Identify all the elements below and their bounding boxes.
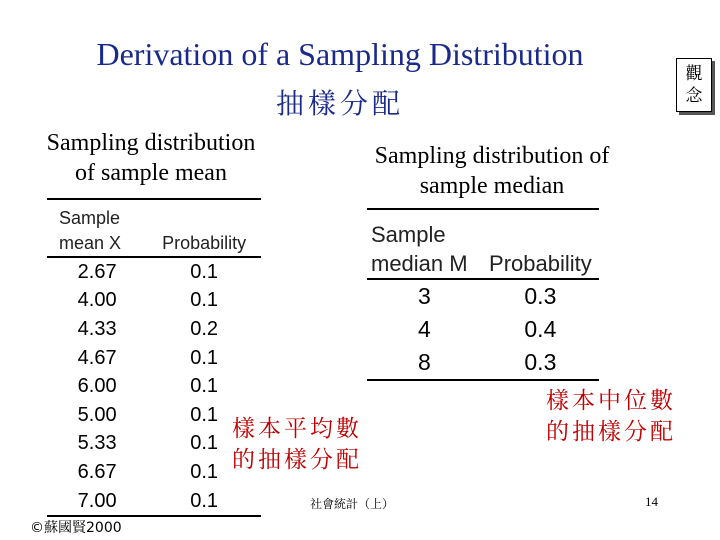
mean-value-cell: 7.00 xyxy=(77,489,117,512)
copyright-notice: ©蘇國賢2000 xyxy=(30,520,122,536)
mean-value-cell: 5.33 xyxy=(77,432,117,455)
mean-value-cell: 4.67 xyxy=(77,346,117,369)
probability-cell: 0.1 xyxy=(190,460,219,483)
table-row xyxy=(367,279,599,313)
sample-mean-table xyxy=(47,198,261,517)
note-line: 的抽樣分配 xyxy=(232,447,362,473)
concept-badge-char-1: 觀 xyxy=(685,64,703,84)
table-row xyxy=(367,346,599,380)
mean-distribution-note xyxy=(232,414,362,476)
sample-median-table xyxy=(367,208,599,381)
left-heading-line-1: Sampling distribution xyxy=(46,130,256,156)
left-table-heading xyxy=(20,128,282,188)
probability-cell: 0.1 xyxy=(190,432,219,455)
table-row xyxy=(47,458,261,487)
median-value-cell: 3 xyxy=(417,283,431,309)
page-number: 14 xyxy=(645,494,658,509)
column-header-sample-mean xyxy=(47,199,147,257)
probability-cell: 0.1 xyxy=(190,403,219,426)
probability-cell: 0.1 xyxy=(190,375,219,398)
note-line: 的抽樣分配 xyxy=(546,419,676,445)
table-row xyxy=(47,401,261,430)
concept-badge-char-2: 念 xyxy=(685,86,703,106)
table-row xyxy=(367,313,599,346)
table-row xyxy=(47,487,261,517)
slide-title-english: Derivation of a Sampling Distribution xyxy=(96,36,584,72)
probability-cell: 0.2 xyxy=(190,317,219,340)
note-line: 樣本中位數 xyxy=(546,388,676,414)
footer-course-title: 社會統計（上） xyxy=(310,497,395,511)
column-header-line: Sample xyxy=(59,208,121,228)
probability-cell: 0.4 xyxy=(524,316,557,342)
left-heading-line-2: of sample mean xyxy=(75,160,227,186)
table-row xyxy=(47,315,261,344)
mean-value-cell: 6.67 xyxy=(77,460,117,483)
column-header-line: mean X xyxy=(59,233,122,253)
table-row xyxy=(47,430,261,459)
concept-badge xyxy=(676,58,712,112)
note-line: 樣本平均數 xyxy=(232,416,362,442)
table-row xyxy=(47,372,261,401)
mean-value-cell: 6.00 xyxy=(77,375,117,398)
median-value-cell: 4 xyxy=(417,316,431,342)
column-header-probability: Probability xyxy=(489,251,592,276)
probability-cell: 0.1 xyxy=(190,346,219,369)
probability-cell: 0.1 xyxy=(190,489,219,512)
slide-title-chinese: 抽樣分配 xyxy=(275,87,404,120)
probability-cell: 0.3 xyxy=(524,283,557,309)
probability-cell: 0.1 xyxy=(190,289,219,312)
probability-cell: 0.1 xyxy=(190,260,219,283)
mean-value-cell: 2.67 xyxy=(77,260,117,283)
column-header-probability: Probability xyxy=(162,233,247,253)
probability-cell: 0.3 xyxy=(524,349,557,375)
mean-value-cell: 5.00 xyxy=(77,403,117,426)
mean-value-cell: 4.33 xyxy=(77,317,117,340)
table-row xyxy=(47,344,261,373)
column-header-sample-median xyxy=(367,209,482,279)
mean-value-cell: 4.00 xyxy=(77,289,117,312)
median-value-cell: 8 xyxy=(417,349,431,375)
right-heading-line-1: Sampling distribution of xyxy=(374,143,610,169)
median-distribution-note xyxy=(546,386,676,448)
table-row xyxy=(47,287,261,316)
column-header-line: Sample xyxy=(371,222,446,247)
right-heading-line-2: sample median xyxy=(419,173,565,199)
right-table-heading xyxy=(342,141,642,201)
table-row xyxy=(47,257,261,287)
column-header-line: median M xyxy=(371,251,468,276)
